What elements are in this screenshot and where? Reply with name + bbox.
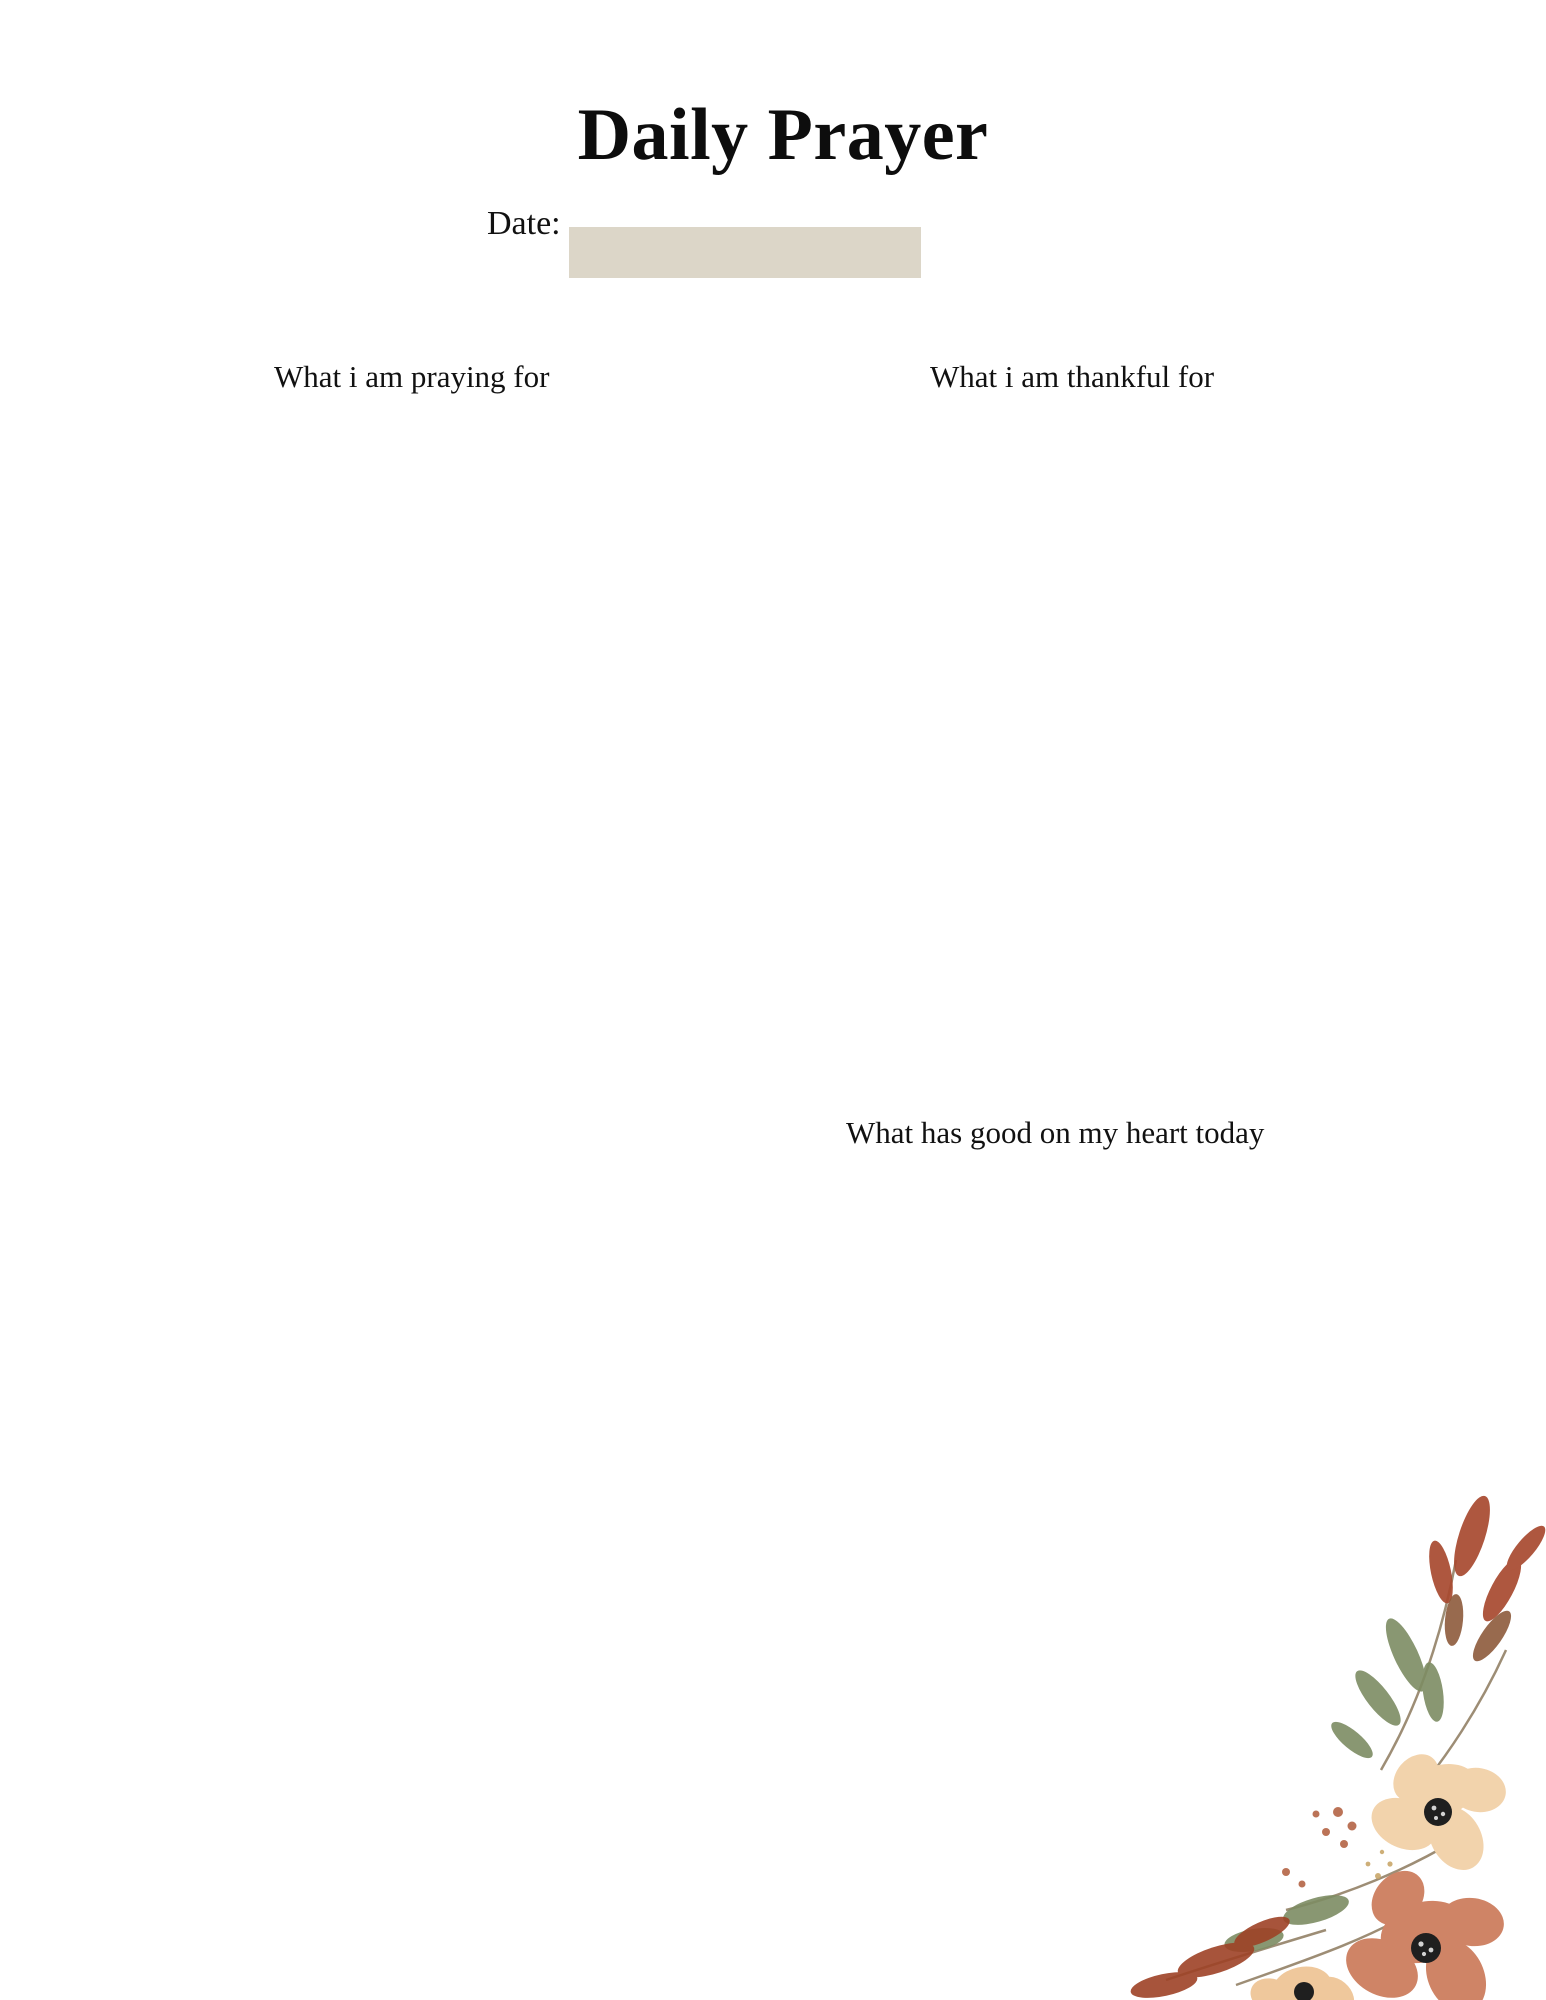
section-heading-thankful-for: What i am thankful for xyxy=(930,359,1215,394)
date-label: Date: xyxy=(487,205,561,242)
writing-area-thankful-for[interactable] xyxy=(900,400,1500,1090)
date-row xyxy=(487,203,921,278)
writing-area-on-my-heart[interactable] xyxy=(250,1160,1250,1760)
section-heading-on-my-heart: What has good on my heart today xyxy=(846,1115,1265,1150)
date-input-field[interactable] xyxy=(569,227,921,278)
section-heading-praying-for: What i am praying for xyxy=(274,359,550,394)
page-title: Daily Prayer xyxy=(577,94,989,176)
writing-area-praying-for[interactable] xyxy=(250,400,850,1090)
